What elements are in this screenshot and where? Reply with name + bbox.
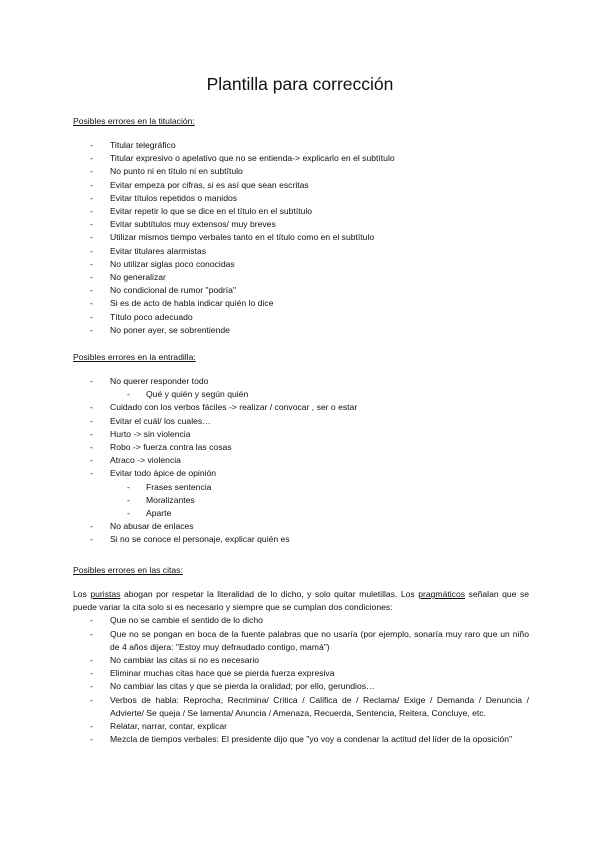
list-item: - Evitar subtítulos muy extensos/ muy breves (73, 218, 529, 231)
list-item: - No poner ayer, se sobrentiende (73, 324, 529, 337)
section-heading-citas: Posibles errores en las citas: (73, 565, 183, 575)
sub-list-item: - Aparte (73, 507, 529, 520)
section-heading-titulacion: Posibles errores en la titulación: (73, 116, 195, 126)
section-citas (73, 564, 529, 746)
list-item: - Que no se cambie el sentido de lo dicho (73, 614, 529, 627)
sub-list-item: - Qué y quién y según quién (73, 388, 529, 401)
list-item: - No querer responder todo (73, 375, 529, 388)
list-item: - Título poco adecuado (73, 311, 529, 324)
intro-text: señalan que se puede variar la cita solo si es necesario y siempre que se cumplan dos condiciones: (73, 589, 530, 613)
list-item: - Eliminar muchas citas hace que se pierda fuerza expresiva (73, 667, 529, 680)
intro-text: abogan por respetar la literalidad de lo dicho, y solo quitar muletillas. Los (123, 589, 415, 599)
intro-text: Los (73, 589, 87, 599)
list-item: - Cuidado con los verbos fáciles -> realizar / convocar , ser o estar (73, 401, 529, 414)
list-item: - Robo -> fuerza contra las cosas (73, 441, 529, 454)
list-item: - Atraco -> violencia (73, 454, 529, 467)
list-item: - Evitar el cuál/ los cuales… (73, 415, 529, 428)
section-entradilla (73, 351, 529, 547)
list-item: - Evitar titulares alarmistas (73, 245, 529, 258)
sub-list-item: - Frases sentencia (73, 481, 529, 494)
page-title: Plantilla para corrección (206, 74, 394, 94)
entradilla-list (73, 375, 529, 547)
section-titulacion (73, 115, 529, 337)
list-item: - Que no se pongan en boca de la fuente palabras que no usaría (por ejemplo, sonaría muy raro que un niño de 4 años dijera: "Estoy muy defraudado contigo, mamá") (73, 628, 529, 654)
list-item: - Titular telegráfico (73, 139, 529, 152)
list-item: - Evitar repetir lo que se dice en el título en el subtítulo (73, 205, 529, 218)
list-item: - Verbos de habla: Reprocha, Recrimina/ Critica / Califica de / Reclama/ Exige / Demanda / Denuncia / Advierte/ Se queja / Se lamenta/ Anuncia / Amenaza, Recuerda, Sentencia, Reitera, Concluye, etc. (73, 694, 529, 720)
list-item: - Si no se conoce el personaje, explicar quién es (73, 533, 529, 546)
citas-list (73, 614, 529, 746)
list-item: - Evitar empeza por cifras, si es así que sean escritas (73, 179, 529, 192)
list-item: - No condicional de rumor "podría" (73, 284, 529, 297)
list-item: - Evitar títulos repetidos o manidos (73, 192, 529, 205)
list-item: - Titular expresivo o apelativo que no se entienda-> explicarlo en el subtítulo (73, 152, 529, 165)
term-pragmaticos: pragmáticos (418, 589, 466, 599)
list-item: - Utilizar mismos tiempo verbales tanto en el título como en el subtítulo (73, 231, 529, 244)
sub-list-item: - Moralizantes (73, 494, 529, 507)
list-item: - No cambiar las citas si no es necesario (73, 654, 529, 667)
list-item: - Si es de acto de habla indicar quién lo dice (73, 297, 529, 310)
term-puristas: puristas (90, 589, 121, 599)
titulacion-list (73, 139, 529, 337)
list-item: - No cambiar las citas y que se pierda la oralidad; por ello, gerundios… (73, 680, 529, 693)
list-item: - No punto ni en título ni en subtítulo (73, 165, 529, 178)
section-heading-entradilla: Posibles errores en la entradilla: (73, 352, 196, 362)
list-item: - Hurto -> sin violencia (73, 428, 529, 441)
list-item: - No abusar de enlaces (73, 520, 529, 533)
list-item: - Mezcla de tiempos verbales: El presidente dijo que "yo voy a condenar la actitud del líder de la oposición" (73, 733, 529, 746)
list-item: - Relatar, narrar, contar, explicar (73, 720, 529, 733)
list-item: - No utilizar siglas poco conocidas (73, 258, 529, 271)
citas-intro-paragraph (73, 588, 529, 614)
list-item: - No generalizar (73, 271, 529, 284)
list-item: - Evitar todo ápice de opinión (73, 467, 529, 480)
